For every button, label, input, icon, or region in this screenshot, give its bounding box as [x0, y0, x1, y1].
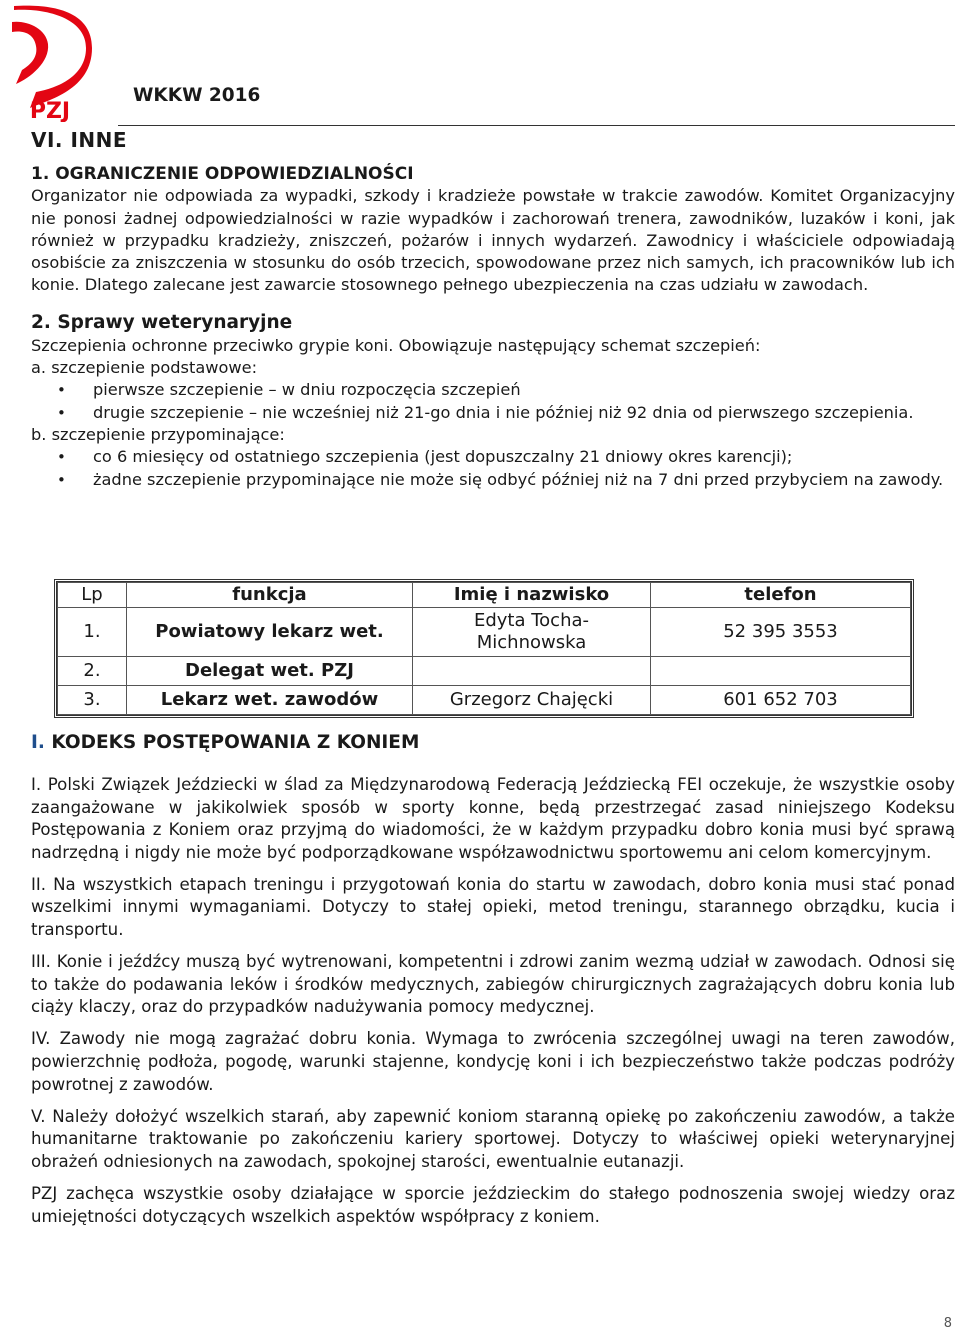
vaccination-a-list	[31, 379, 955, 424]
cell-lp: 2.	[58, 657, 127, 686]
table-header-row	[58, 583, 911, 608]
event-title: WKKW 2016	[133, 85, 261, 106]
codex-paragraph: II. Na wszystkich etapach treningu i przygotowań konia do startu w zawodach, dobro konia musi stać ponad wszelkimi innymi wymaganiami. Dotyczy to stałej opieki, metod treningu, starannego obrządku, kucia i transportu.	[31, 874, 955, 940]
cell-lp: 1.	[58, 608, 127, 657]
codex-paragraph: IV. Zawody nie mogą zagrażać dobru konia. Wymaga to zwrócenia szczególnej uwagi na teren zawodów, powierzchnię podłoża, pogodę, warunki stajenne, kondycję koni i ich bezpieczeństwo także podczas podróży powrotnej z zawodów.	[31, 1029, 955, 1094]
codex-paragraph: PZJ zachęca wszystkie osoby działające w sporcie jeździeckim do stałego podnoszenia swojej wiedzy oraz umiejętności dotyczących wszelkich aspektów współpracy z koniem.	[31, 1184, 955, 1226]
codex-heading	[31, 732, 419, 753]
vaccination-b-list	[31, 446, 955, 491]
vaccination-b-label: b. szczepienie przypominające:	[31, 424, 285, 444]
section-title: VI. INNE	[31, 128, 128, 152]
codex-paragraph: I. Polski Związek Jeździecki w ślad za Międzynarodową Federacją Jeździecką FEI oczekuje, że wszystkie osoby zaangażowane w jakikolwiek sposób w sporty konne, będą przestrzegać zasad niniejszego Kodeksu Postępowania z Koniem oraz przyjmą do wiadomości, że w każdym przypadku dobro konia musi być sprawą nadrzędną i nigdy nie może być podporządkowane współzawodnictwu sportowemu ani celom komercyjnym.	[31, 775, 955, 862]
cell-function: Delegat wet. PZJ	[127, 657, 413, 686]
table-row	[58, 608, 911, 657]
cell-name: Grzegorz Chajęcki	[413, 686, 651, 715]
cell-name-line: Edyta Tocha-	[473, 610, 590, 631]
list-item: • drugie szczepienie – nie wcześniej niż 21-go dnia i nie później niż 92 dnia od pierwszego szczepienia.	[93, 402, 955, 424]
cell-name	[413, 608, 651, 657]
table-row	[58, 657, 911, 686]
page-number: 8	[943, 1316, 952, 1331]
table-row	[58, 686, 911, 715]
list-item: • żadne szczepienie przypominające nie może się odbyć później niż na 7 dni przed przybyciem na zawody.	[93, 469, 955, 491]
codex-paragraph: III. Konie i jeźdźcy muszą być wytrenowani, kompetentni i zdrowi zanim wezmą udział w zawodach. Odnosi się to także do podawania leków i środków medycznych, zabiegów chirurgicznych zagrażających dobru konia lub ciąży klaczy, oraz do przypadków nadużywania pomocy medycznej.	[31, 952, 955, 1017]
pzj-logo	[6, 4, 92, 122]
list-item: • pierwsze szczepienie – w dniu rozpoczęcia szczepień	[93, 379, 955, 401]
cell-phone	[651, 657, 911, 686]
codex-heading-number: I.	[31, 732, 45, 753]
cell-name	[413, 657, 651, 686]
list-item: • co 6 miesięcy od ostatniego szczepienia (jest dopuszczalny 21 dniowy okres karencji);	[93, 446, 955, 468]
column-header: Lp	[58, 583, 127, 608]
main-content	[31, 163, 955, 491]
cell-phone: 601 652 703	[651, 686, 911, 715]
cell-function: Lekarz wet. zawodów	[127, 686, 413, 715]
liability-heading: 1. OGRANICZENIE ODPOWIEDZIALNOŚCI	[31, 164, 414, 184]
codex-heading-text: KODEKS POSTĘPOWANIA Z KONIEM	[44, 732, 420, 753]
codex-paragraph: V. Należy dołożyć wszelkich starań, aby zapewnić koniom staranną opiekę po zakończeniu zawodów, a także humanitarne traktowanie po zakończeniu kariery sportowej. Dotyczy to właściwej opieki weterynaryjnej obrażeń odniesionych na zawodach, spokojnej starości, ewentualnie eutanazji.	[31, 1106, 955, 1171]
cell-name-line: Michnowska	[476, 632, 587, 653]
cell-lp: 3.	[58, 686, 127, 715]
veterinary-intro: Szczepienia ochronne przeciwko grypie koni. Obowiązuje następujący schemat szczepień:	[31, 335, 761, 355]
column-header: funkcja	[127, 583, 413, 608]
svg-text:PZJ: PZJ	[29, 99, 71, 122]
cell-function: Powiatowy lekarz wet.	[127, 608, 413, 657]
codex-body	[31, 774, 955, 1238]
header-divider	[118, 125, 955, 126]
column-header: telefon	[651, 583, 911, 608]
veterinary-heading: 2. Sprawy weterynaryjne	[31, 311, 293, 333]
column-header: Imię i nazwisko	[413, 583, 651, 608]
liability-text: Organizator nie odpowiada za wypadki, szkody i kradzieże powstałe w trakcie zawodów. Komitet Organizacyjny nie ponosi żadnej odpowiedzialności w razie wypadków i zachorowań trenera, zawodników, luzaków i koni, jak również w przypadku kradzieży, zniszczeń, pożarów i innych wydarzeń. Zawodnicy i właściciele odpowiadają osobiście za zniszczenia w stosunku do osób trzecich, spowodowane przez nich samych, ich pracowników lub ich konie. Dlatego zalecane jest zawarcie stosownego pełnego ubezpieczenia na czas udziału w zawodach.	[31, 186, 955, 295]
vaccination-a-label: a. szczepienie podstawowe:	[31, 358, 258, 378]
vet-contacts-table	[54, 579, 914, 718]
cell-phone: 52 395 3553	[651, 608, 911, 657]
